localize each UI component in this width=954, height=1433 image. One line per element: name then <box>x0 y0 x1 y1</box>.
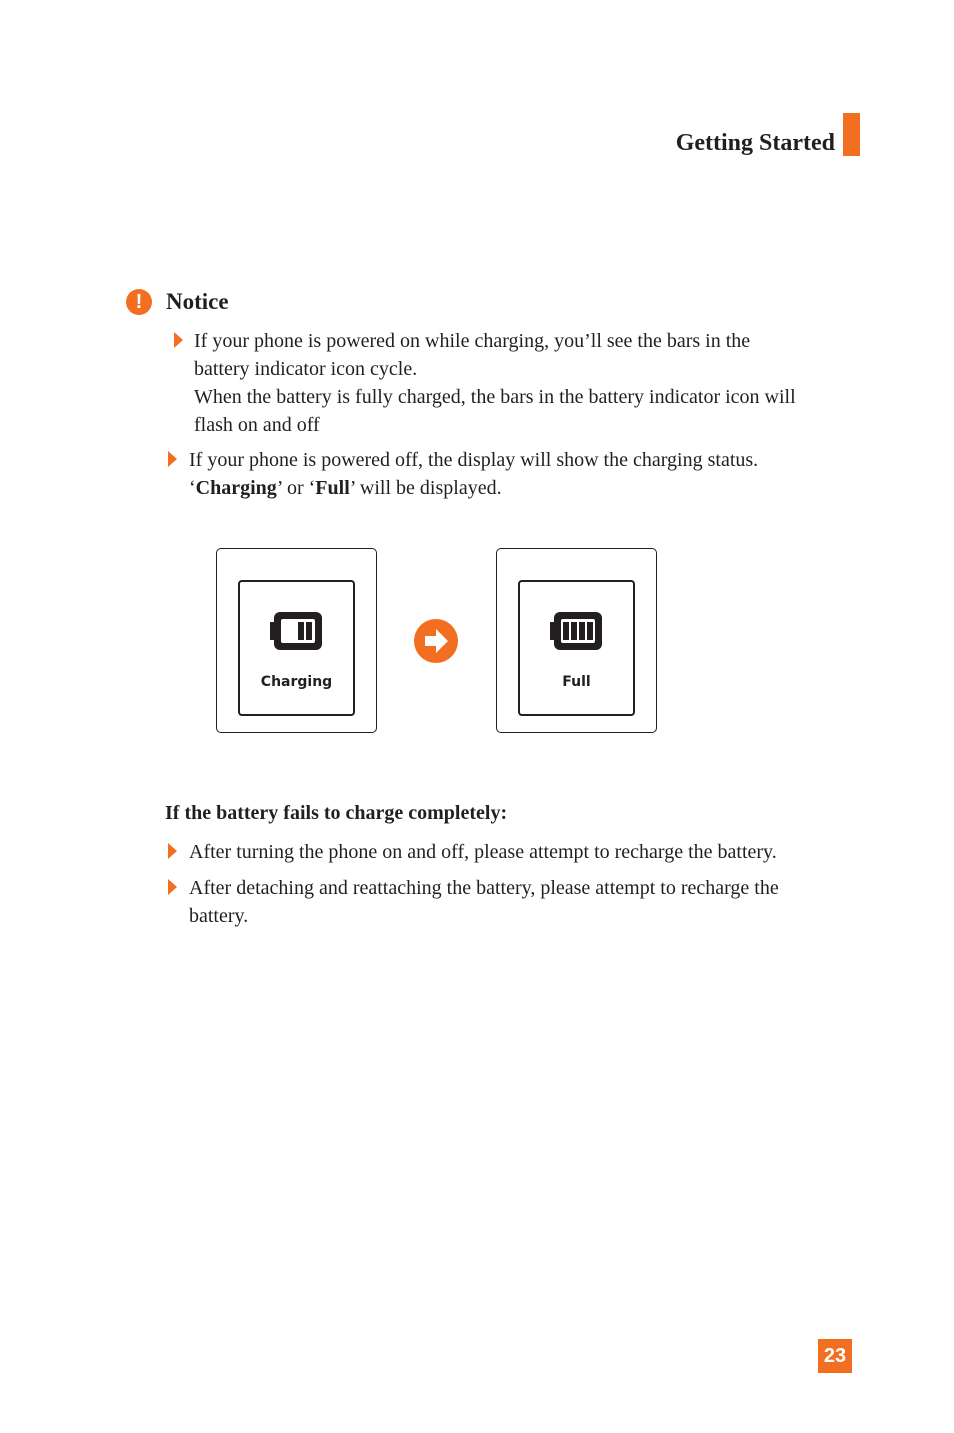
notice-item-1-line-2: battery indicator icon cycle. <box>194 358 418 380</box>
charging-display-frame <box>216 548 377 733</box>
notice-item-1-line-4: flash on and off <box>194 414 320 436</box>
exclamation-glyph: ! <box>135 291 143 313</box>
exclamation-circle-icon <box>126 289 152 315</box>
bullet-arrow-icon <box>168 451 177 467</box>
quote-middle: ’ or ‘ <box>276 477 316 499</box>
fail-item-2 <box>189 874 779 930</box>
notice-item-1-line-3: When the battery is fully charged, the bars in the battery indicator icon will <box>194 386 796 408</box>
notice-item-2 <box>189 446 758 502</box>
fail-item-2-line-1: After detaching and reattaching the battery, please attempt to recharge the <box>189 877 779 899</box>
notice-item-1 <box>194 327 796 439</box>
notice-item-2-end: ’ will be displayed. <box>349 477 502 499</box>
notice-item-2-line-1: If your phone is powered off, the display will show the charging status. <box>189 449 759 471</box>
full-label: Full <box>562 674 591 690</box>
quote-open: ‘ <box>189 477 196 499</box>
notice-title: Notice <box>166 289 229 314</box>
full-display-frame <box>496 548 657 733</box>
fail-item-1: After turning the phone on and off, please attempt to recharge the battery. <box>189 841 777 863</box>
notice-item-1-line-1: If your phone is powered on while charging, you’ll see the bars in the <box>194 330 751 352</box>
fail-item-2-line-2: battery. <box>189 905 249 927</box>
page-number: 23 <box>818 1339 852 1373</box>
charging-display-screen <box>238 580 355 716</box>
bullet-arrow-icon <box>168 843 177 859</box>
battery-charging-icon <box>270 610 326 652</box>
charging-label: Charging <box>260 674 333 690</box>
section-accent-bar <box>843 113 860 156</box>
charging-term: Charging <box>195 477 277 499</box>
battery-full-icon <box>550 610 606 652</box>
full-display-screen <box>518 580 635 716</box>
bullet-arrow-icon <box>174 332 183 348</box>
section-title: Getting Started <box>675 130 835 156</box>
fail-section-heading: If the battery fails to charge completely: <box>165 802 508 824</box>
full-term: Full <box>315 477 350 499</box>
bullet-arrow-icon <box>168 879 177 895</box>
arrow-right-circle-icon <box>414 619 458 663</box>
